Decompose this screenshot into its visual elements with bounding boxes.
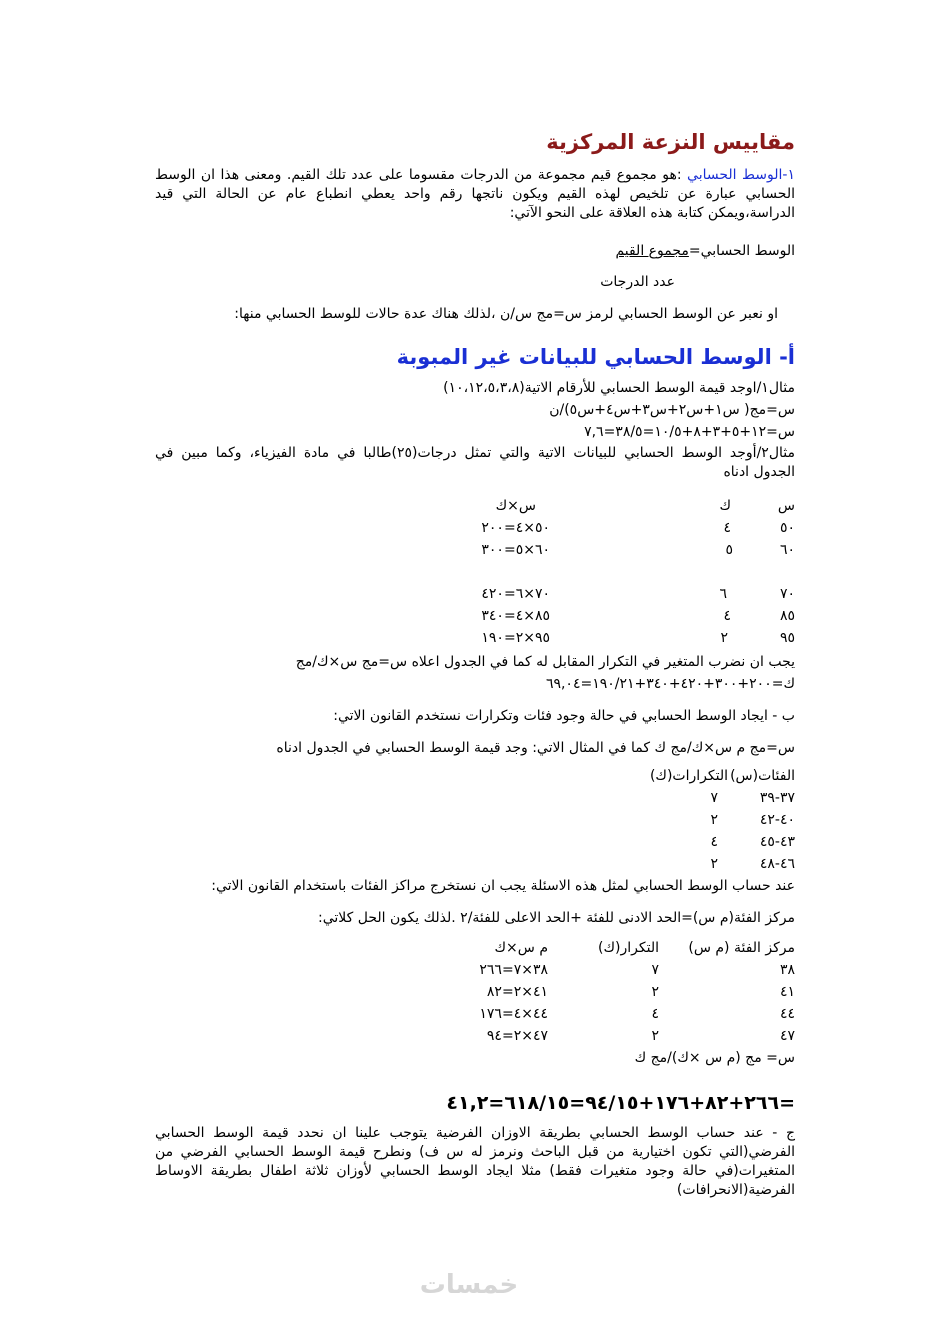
table2-cell: ٤٣-٤٥ <box>759 834 795 850</box>
midpoint-law: مركز الفئة(م س)=الحد الادنى للفئة +الحد الاعلى للفئة/٢ .لذلك يكون الحل كلاتي: <box>317 910 795 926</box>
table1-cell: ٥ <box>725 542 733 558</box>
intro-text: :هو مجموع قيم مجموعة من الدرجات مقسوما على عدد تلك القيم. ومعنى هذا ان الوسط الحسابي عبارة عن تلخيص لهذه القيم ويكون ناتجها رقم واحد يعطي انطباع عام عن الحالة التي قيد الدراسة،ويمكن كتابة هذه العلاقة على النحو الآتي: <box>155 167 795 221</box>
table3-cell: ٤٤ <box>779 1006 795 1022</box>
table1-note: يجب ان نضرب المتغير في التكرار المقابل له كما في الجدول اعلاه س=مج س×ك/مج <box>295 654 795 670</box>
table3-cell: ٣٨ <box>779 962 795 978</box>
table3-cell: ٣٨×٧=٢٦٦ <box>479 962 548 978</box>
table2-cell: ٤٠-٤٢ <box>759 812 795 828</box>
table3-cell: ٢ <box>651 1028 659 1044</box>
big-result-equation: =٢٦٦+٨٢+١٧٦+٩٤/١٥=٦١٨/١٥=٤١,٢ <box>446 1092 795 1114</box>
section-c-paragraph: ج - عند حساب الوسط الحسابي بطريقة الاوزان الفرضية يتوجب علينا ان نحدد قيمة الوسط الحسابي الفرضي(التي تكون اختيارية من قبل الباحث ونرمز له س ف) ونطرح قيمة الوسط الحسابي الفرضي من المتغيرات(في حالة وجود متغيرات فقط) مثلا ايجاد الوسط الحسابي لأوزان ثلاثة اطفال بطريقة الاوساط الفرضية(الانحرافات) <box>155 1125 795 1198</box>
example1-formula2: س=١٢+٥+٣+٨+١٠/٥=٣٨/٥=٧,٦ <box>584 424 795 440</box>
table3-cell: ٤١ <box>779 984 795 1000</box>
table2-header: الفئات(س) <box>730 768 795 784</box>
table1-cell: ٦٠ <box>779 542 795 558</box>
table1-cell: ٩٥ <box>779 630 795 646</box>
table3-header: التكرار(ك) <box>598 940 659 956</box>
intro-paragraph <box>155 166 795 223</box>
example1-formula1: س=مج( س١+س٢+س٣+س٤+س٥)/ن <box>549 402 795 418</box>
table1-cell: ٦٠×٥=٣٠٠ <box>481 542 550 558</box>
table1-cell: ٨٥ <box>779 608 795 624</box>
table3-formula: س= مج (م س ×ك)/مج ك <box>634 1050 795 1066</box>
example1: مثال١/اوجد قيمة الوسط الحسابي للأرقام الاتية(١٠،١٢،٥،٣،٨) <box>443 380 795 396</box>
table2-cell: ٧ <box>710 790 718 806</box>
table2-cell: ٣٧-٣٩ <box>759 790 795 806</box>
table1-cell: ٢ <box>720 630 728 646</box>
example2: مثال٢/أوجد الوسط الحسابي للبيانات الاتية والتي تمثل درجات(٢٥)طالبا في مادة الفيزياء، وكما مبين في الجدول ادناه <box>155 445 795 480</box>
page-title: مقاييس النزعة المركزية <box>546 130 795 154</box>
intro-number: ١- <box>782 167 796 183</box>
formula-line <box>155 241 795 261</box>
formula-numerator: مجموع القيم <box>615 243 689 259</box>
table3-cell: ٤٤×٤=١٧٦ <box>479 1006 548 1022</box>
table1-cell: ٩٥×٢=١٩٠ <box>481 630 550 646</box>
table3-cell: ٤ <box>651 1006 659 1022</box>
intro-term: الوسط الحسابي <box>687 167 783 183</box>
table1-cell: ٧٠×٦=٤٢٠ <box>481 586 550 602</box>
table1-header: ك <box>719 498 731 514</box>
table1-cell: ٥٠ <box>779 520 795 536</box>
table1-cell: ٤ <box>723 520 731 536</box>
table2-cell: ٢ <box>710 856 718 872</box>
table2-cell: ٢ <box>710 812 718 828</box>
table1-cell: ٧٠ <box>779 586 795 602</box>
midpoint-note: عند حساب الوسط الحسابي لمثل هذه الاسئلة يجب ان نستخرج مراكز الفئات باستخدام القانون الاتي: <box>211 878 795 894</box>
table3-cell: ٤٧ <box>779 1028 795 1044</box>
table2-cell: ٤٦-٤٨ <box>759 856 795 872</box>
table1-result: ك=٢٠٠+٣٠٠+٤٢٠+٣٤٠+١٩٠/٢١=٦٩,٠٤ <box>545 676 795 692</box>
table2-header: التكرارات(ك) <box>649 768 728 784</box>
table1-cell: ٤ <box>723 608 731 624</box>
table3-header: م س×ك <box>494 940 548 956</box>
table1-header: س <box>777 498 795 514</box>
watermark-logo: خمسات <box>419 1270 519 1300</box>
table1-cell: ٨٥×٤=٣٤٠ <box>481 608 550 624</box>
formula-lhs: الوسط الحسابي= <box>688 243 795 259</box>
section-b-intro: ب - ايجاد الوسط الحسابي في حالة وجود فئات وتكرارات نستخدم القانون الاتي: <box>333 708 795 724</box>
symbol-line: او نعبر عن الوسط الحسابي لرمز س=مج س/ن ،لذلك هناك عدة حالات للوسط الحسابي منها: <box>234 306 778 322</box>
section-a-title: أ- الوسط الحسابي للبيانات غير المبوبة <box>396 345 795 369</box>
table3-cell: ٤١×٢=٨٢ <box>486 984 548 1000</box>
table1-cell: ٥٠×٤=٢٠٠ <box>481 520 550 536</box>
formula-denominator: عدد الدرجات <box>600 274 675 290</box>
table2-cell: ٤ <box>710 834 718 850</box>
table1-header: س×ك <box>495 498 536 514</box>
table1-cell: ٦ <box>719 586 727 602</box>
section-b-law: س=مج م س×ك/مج ك كما في المثال الاتي: وجد قيمة الوسط الحسابي في الجدول ادناه <box>276 740 795 756</box>
table3-header: مركز الفئة (م س) <box>688 940 795 956</box>
table3-cell: ٧ <box>651 962 659 978</box>
table3-cell: ٢ <box>651 984 659 1000</box>
table3-cell: ٤٧×٢=٩٤ <box>486 1028 548 1044</box>
